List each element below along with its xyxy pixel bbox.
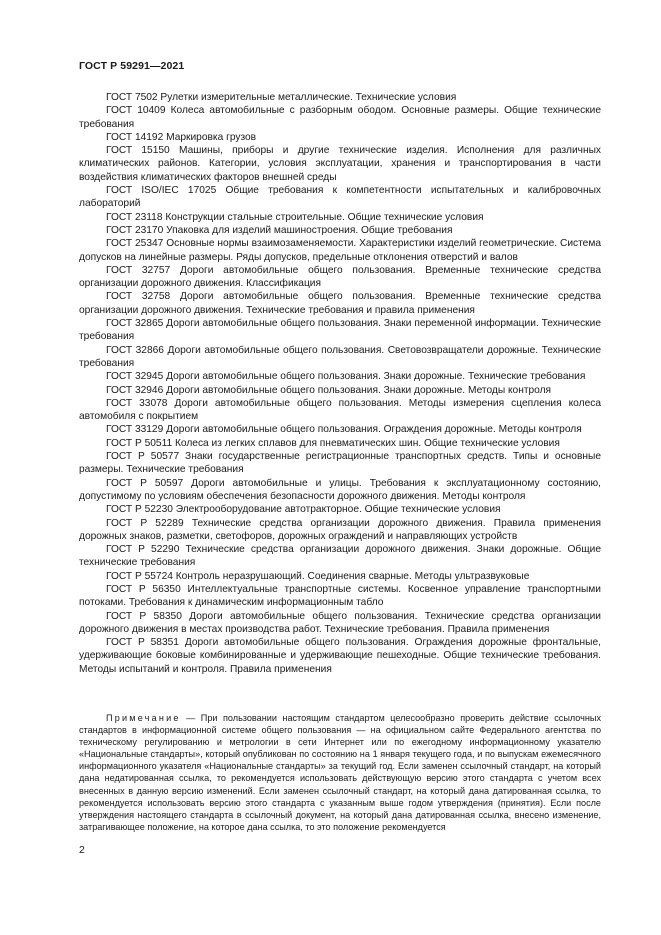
note-label: Примечание xyxy=(106,713,181,723)
reference-item: ГОСТ 7502 Рулетки измерительные металлические. Технические условия xyxy=(106,92,457,103)
reference-item: ГОСТ 33078 Дороги автомобильные общего пользования. Методы измерения сцепления колеса автомобиля с покрытием xyxy=(79,397,601,423)
reference-item: ГОСТ 33129 Дороги автомобильные общего пользования. Ограждения дорожные. Методы контроля xyxy=(106,424,582,436)
reference-item: ГОСТ 32865 Дороги автомобильные общего пользования. Знаки переменной информации. Технические требования xyxy=(79,318,601,343)
reference-item: ГОСТ 23170 Упаковка для изделий машиностроения. Общие требования xyxy=(106,224,453,236)
reference-item: ГОСТ Р 58351 Дороги автомобильные общего пользования. Ограждения дорожные фронтальные, удерживающие боковые комбинированные и удерживающие пешеходные. Общие технические требования. Методы испытаний и контроля. Правила применения xyxy=(79,637,601,675)
reference-item: ГОСТ 15150 Машины, приборы и другие технические изделия. Исполнения для различных климатических районов. Категории, условия эксплуатации, хранения и транспортирования в части воздействия климатических факторов внешней среды xyxy=(79,145,601,183)
reference-item: ГОСТ 32946 Дороги автомобильные общего пользования. Знаки дорожные. Методы контроля xyxy=(106,384,552,396)
reference-item: ГОСТ 32945 Дороги автомобильные общего пользования. Знаки дорожные. Технические требования xyxy=(106,371,586,383)
reference-item: ГОСТ 10409 Колеса автомобильные с разборным ободом. Основные размеры. Общие технические требования xyxy=(79,105,601,130)
reference-item: ГОСТ Р 58350 Дороги автомобильные общего пользования. Технические средства организации дорожного движения в местах производства работ. Технические требования. Правила применения xyxy=(79,610,601,635)
reference-item: ГОСТ Р 50597 Дороги автомобильные и улицы. Требования к эксплуатационному состоянию, допустимому по условиям обеспечения безопасности дорожного движения. Методы контроля xyxy=(79,477,601,502)
reference-item: ГОСТ 14192 Маркировка грузов xyxy=(106,131,257,143)
page-number: 2 xyxy=(79,844,85,856)
note-paragraph xyxy=(79,712,601,833)
reference-item: ГОСТ Р 56350 Интеллектуальные транспортные системы. Косвенное управление транспортными потоками. Требования к динамическим информационным табло xyxy=(79,583,601,609)
reference-item: ГОСТ 32866 Дороги автомобильные общего пользования. Световозвращатели дорожные. Технические требования xyxy=(79,344,601,369)
reference-item: ГОСТ 32758 Дороги автомобильные общего пользования. Временные технические средства организации дорожного движения. Технические требования и правила применения xyxy=(79,291,601,316)
reference-item: ГОСТ Р 52290 Технические средства организации дорожного движения. Знаки дорожные. Общие технические требования xyxy=(79,544,601,569)
reference-item: ГОСТ Р 55724 Контроль неразрушающий. Соединения сварные. Методы ультразвуковые xyxy=(106,570,530,582)
reference-item: ГОСТ Р 52289 Технические средства организации дорожного движения. Правила применения дорожных знаков, разметки, светофоров, дорожных ограждений и направляющих устройств xyxy=(79,517,601,542)
reference-item: ГОСТ Р 50577 Знаки государственные регистрационные транспортных средств. Типы и основные размеры. Технические требования xyxy=(79,451,601,476)
references-list xyxy=(79,91,601,676)
reference-item: ГОСТ 32757 Дороги автомобильные общего пользования. Временные технические средства организации дорожного движения. Классификация xyxy=(79,264,601,290)
reference-item: ГОСТ Р 52230 Электрооборудование автотракторное. Общие технические условия xyxy=(106,504,501,516)
reference-item: ГОСТ 23118 Конструкции стальные строительные. Общие технические условия xyxy=(106,211,484,223)
reference-item: ГОСТ Р 50511 Колеса из легких сплавов для пневматических шин. Общие технические условия xyxy=(106,437,560,449)
reference-item: ГОСТ 25347 Основные нормы взаимозаменяемости. Характеристики изделий геометрические. Система допусков на линейные размеры. Ряды допусков, предельные отклонения отверстий и валов xyxy=(79,238,601,263)
note-block xyxy=(79,712,601,833)
reference-item: ГОСТ ISO/IEC 17025 Общие требования к компетентности испытательных и калибровочных лабораторий xyxy=(79,185,601,210)
page-header: ГОСТ Р 59291—2021 xyxy=(79,60,185,72)
note-text: — При пользовании настоящим стандартом целесообразно проверить действие ссылочных стандартов в информационной системе общего пользования — на официальном сайте Федерального агентства по техническому регулированию и метрологии в сети Интернет или по ежегодному информационному указателю «Национальные стандарты», который опубликован по состоянию на 1 января текущего года, и по выпускам ежемесячного информационного указателя «Национальные стандарты» за текущий год. Если заменен ссылочный стандарт, на который дана недатированная ссылка, то рекомендуется использовать действующую версию этого стандарта с учетом всех внесенных в данную версию изменений. Если заменен ссылочный стандарт, на который дана датированная ссылка, то рекомендуется использовать версию этого стандарта с указанным выше годом утверждения (принятия). Если после утверждения настоящего стандарта в ссылочный документ, на который дана датированная ссылка, внесено изменение, затрагивающее положение, на которое дана ссылка, то это положение рекомендуется xyxy=(79,713,601,832)
